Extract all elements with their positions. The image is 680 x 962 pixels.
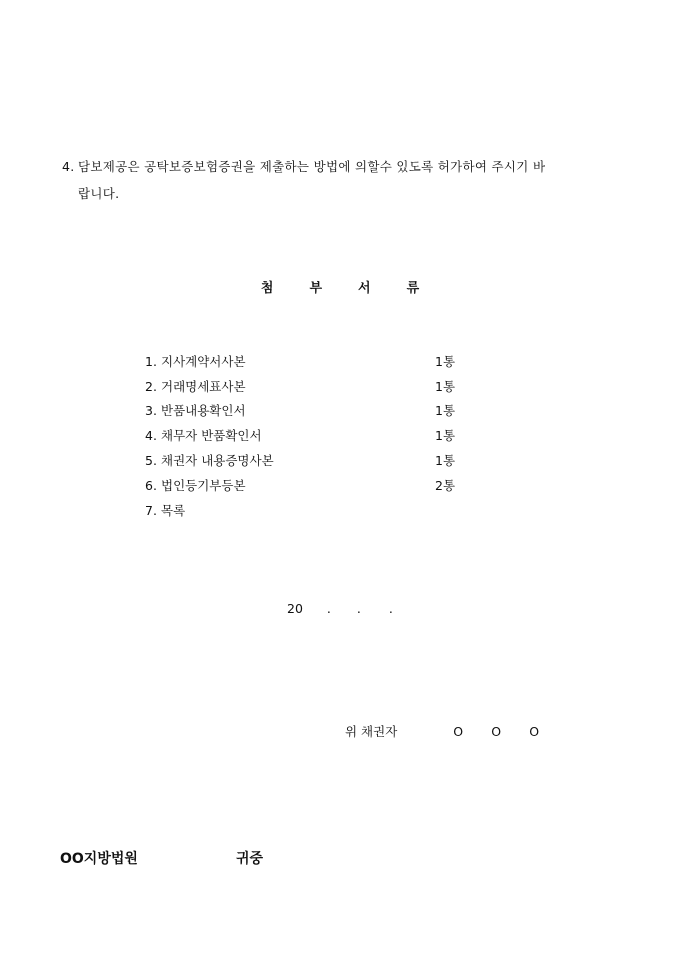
attachment-qty: 1통 (435, 453, 456, 468)
attachment-number: 2. (145, 379, 157, 394)
paragraph-line-2: 랍니다. (78, 186, 120, 201)
paragraph-text-1: 담보제공은 공탁보증보험증권을 제출하는 방법에 의할수 있도록 허가하여 주시기 바 (78, 159, 546, 174)
heading-char: 첨 (260, 281, 274, 296)
attachments-heading (0, 277, 680, 296)
attachment-number: 6. (145, 478, 157, 493)
attachment-name: 채권자 내용증명사본 (161, 453, 274, 468)
attachment-number: 1. (145, 354, 157, 369)
attachment-qty: 1통 (435, 354, 456, 369)
request-paragraph (62, 153, 632, 207)
attachment-number: 3. (145, 403, 157, 418)
attachment-name: 지사계약서사본 (161, 354, 246, 369)
attachment-number: 4. (145, 428, 157, 443)
signature-mark: O (529, 724, 540, 739)
heading-char: 류 (406, 281, 420, 296)
date-dot: . (356, 601, 361, 616)
paragraph-line-1 (62, 153, 632, 180)
date-line (287, 601, 393, 616)
attachment-item (145, 476, 246, 494)
signature-mark: O (453, 724, 464, 739)
paragraph-number: 4. (62, 159, 75, 174)
attachment-item (145, 426, 262, 444)
attachment-name: 반품내용확인서 (161, 403, 246, 418)
attachment-item (145, 352, 246, 370)
attachment-name: 거래명세표사본 (161, 379, 246, 394)
attachment-number: 5. (145, 453, 157, 468)
signer-label: 위 채권자 (345, 724, 398, 739)
date-dot: . (326, 601, 331, 616)
attachment-qty: 2통 (435, 478, 456, 493)
attachment-qty: 1통 (435, 403, 456, 418)
attachment-qty: 1통 (435, 379, 456, 394)
attachment-item (145, 501, 185, 519)
attachment-name: 목록 (161, 503, 186, 518)
attachment-name: 채무자 반품확인서 (161, 428, 262, 443)
attachment-item (145, 401, 246, 419)
attachment-qty: 1통 (435, 428, 456, 443)
attachment-item (145, 377, 246, 395)
attachment-item (145, 451, 274, 469)
heading-char: 부 (309, 281, 322, 296)
heading-char: 서 (358, 281, 371, 296)
honorific: 귀중 (236, 851, 264, 867)
signature-line (345, 722, 567, 740)
date-year-prefix: 20 (287, 601, 303, 616)
attachment-name: 법인등기부등본 (161, 478, 246, 493)
court-name: OO지방법원 (60, 851, 138, 867)
date-dot: . (388, 601, 393, 616)
attachment-number: 7. (145, 503, 157, 518)
signature-mark: O (491, 724, 502, 739)
signature-marks (453, 724, 567, 739)
